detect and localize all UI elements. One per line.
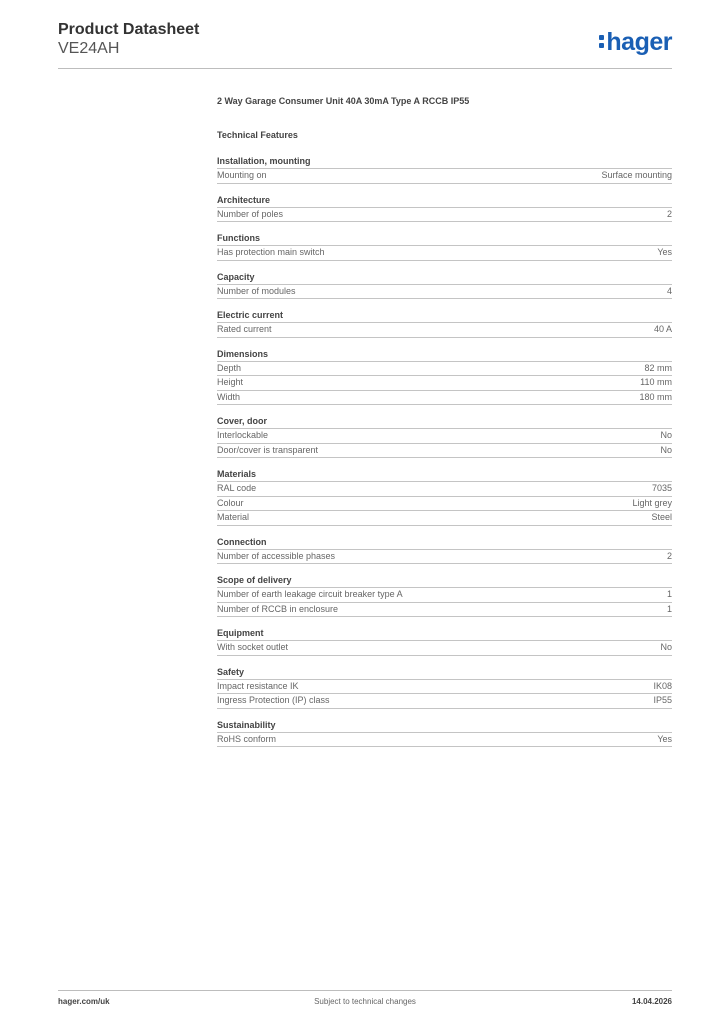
- feature-row: [217, 694, 672, 709]
- section-title: Scope of delivery: [217, 574, 672, 588]
- feature-row: [217, 362, 672, 377]
- section-title: Sustainability: [217, 719, 672, 733]
- feature-section: [217, 666, 672, 709]
- logo-colon-icon: [599, 33, 604, 49]
- feature-label: Impact resistance IK: [217, 680, 299, 691]
- feature-value: 1: [666, 589, 672, 599]
- feature-label: Interlockable: [217, 430, 269, 440]
- feature-value: Surface mounting: [601, 170, 672, 180]
- feature-row: [217, 733, 672, 748]
- feature-value: Yes: [657, 247, 672, 257]
- feature-section: [217, 415, 672, 458]
- feature-label: Depth: [217, 362, 242, 373]
- feature-row: [217, 680, 672, 695]
- feature-label: Width: [217, 391, 241, 402]
- feature-label: Number of modules: [217, 285, 296, 296]
- feature-row: [217, 376, 672, 391]
- feature-value: No: [660, 430, 672, 440]
- feature-row: [217, 550, 672, 565]
- page-header: [58, 20, 672, 70]
- feature-row: [217, 285, 672, 300]
- feature-value: 2: [666, 550, 672, 561]
- feature-label: Colour: [217, 497, 244, 508]
- feature-label: Height: [217, 377, 244, 387]
- footer-notice: Subject to technical changes: [314, 997, 416, 1006]
- feature-row: [217, 246, 672, 261]
- feature-section: [217, 155, 672, 184]
- feature-section: [217, 348, 672, 406]
- feature-row: [217, 588, 672, 603]
- feature-label: Door/cover is transparent: [217, 444, 319, 455]
- feature-row: [217, 323, 672, 338]
- feature-row: [217, 482, 672, 497]
- product-name: 2 Way Garage Consumer Unit 40A 30mA Type A RCCB IP55: [217, 96, 470, 106]
- footer-website-link[interactable]: hager.com/uk: [58, 997, 110, 1006]
- technical-features-heading: Technical Features: [217, 130, 298, 140]
- feature-value: 82 mm: [644, 362, 672, 373]
- feature-label: Ingress Protection (IP) class: [217, 695, 330, 705]
- feature-section: [217, 627, 672, 656]
- feature-row: [217, 603, 672, 618]
- feature-row: [217, 511, 672, 526]
- feature-sections: [217, 155, 672, 747]
- feature-value: Light grey: [632, 497, 672, 508]
- section-title: Materials: [217, 468, 672, 482]
- feature-label: RoHS conform: [217, 733, 277, 744]
- feature-section: [217, 194, 672, 223]
- hager-logo: [599, 28, 672, 56]
- feature-section: [217, 232, 672, 261]
- feature-value: 1: [666, 603, 672, 614]
- feature-label: Mounting on: [217, 170, 267, 180]
- feature-section: [217, 719, 672, 748]
- feature-section: [217, 468, 672, 526]
- feature-row: [217, 169, 672, 184]
- footer-date: 14.04.2026: [631, 997, 672, 1006]
- feature-label: Material: [217, 512, 250, 522]
- header-divider: [58, 68, 672, 69]
- feature-row: [217, 641, 672, 656]
- section-title: Electric current: [217, 309, 672, 323]
- feature-value: No: [660, 642, 672, 652]
- feature-label: With socket outlet: [217, 642, 289, 652]
- logo-text: hager: [606, 28, 672, 56]
- feature-section: [217, 309, 672, 338]
- feature-value: 110 mm: [640, 377, 672, 387]
- feature-value: Yes: [657, 733, 672, 744]
- section-title: Architecture: [217, 194, 672, 208]
- feature-label: Rated current: [217, 324, 272, 334]
- feature-value: 40 A: [653, 324, 672, 334]
- datasheet-content: [217, 95, 672, 757]
- feature-label: Number of poles: [217, 208, 284, 219]
- feature-label: Number of earth leakage circuit breaker type A: [217, 589, 403, 599]
- section-title: Equipment: [217, 627, 672, 641]
- feature-row: [217, 208, 672, 223]
- feature-value: 180 mm: [639, 391, 672, 402]
- section-title: Safety: [217, 666, 672, 680]
- feature-value: 2: [666, 208, 672, 219]
- section-title: Cover, door: [217, 415, 672, 429]
- section-title: Functions: [217, 232, 672, 246]
- feature-row: [217, 429, 672, 444]
- product-code: VE24AH: [58, 40, 120, 57]
- feature-value: IK08: [653, 680, 672, 691]
- feature-value: Steel: [651, 512, 672, 522]
- section-title: Installation, mounting: [217, 155, 672, 169]
- feature-row: [217, 391, 672, 406]
- feature-section: [217, 536, 672, 565]
- feature-label: RAL code: [217, 483, 257, 493]
- feature-value: 7035: [651, 483, 672, 493]
- feature-row: [217, 444, 672, 459]
- section-title: Dimensions: [217, 348, 672, 362]
- feature-section: [217, 574, 672, 617]
- feature-label: Number of RCCB in enclosure: [217, 603, 339, 614]
- feature-value: IP55: [653, 695, 672, 705]
- document-title: Product Datasheet: [58, 21, 200, 38]
- section-title: Connection: [217, 536, 672, 550]
- feature-row: [217, 497, 672, 512]
- section-title: Capacity: [217, 271, 672, 285]
- footer-divider: [58, 990, 672, 991]
- page-footer: [58, 990, 672, 1012]
- feature-value: No: [660, 444, 672, 455]
- feature-value: 4: [666, 285, 672, 296]
- feature-label: Has protection main switch: [217, 247, 325, 257]
- feature-section: [217, 271, 672, 300]
- feature-label: Number of accessible phases: [217, 550, 336, 561]
